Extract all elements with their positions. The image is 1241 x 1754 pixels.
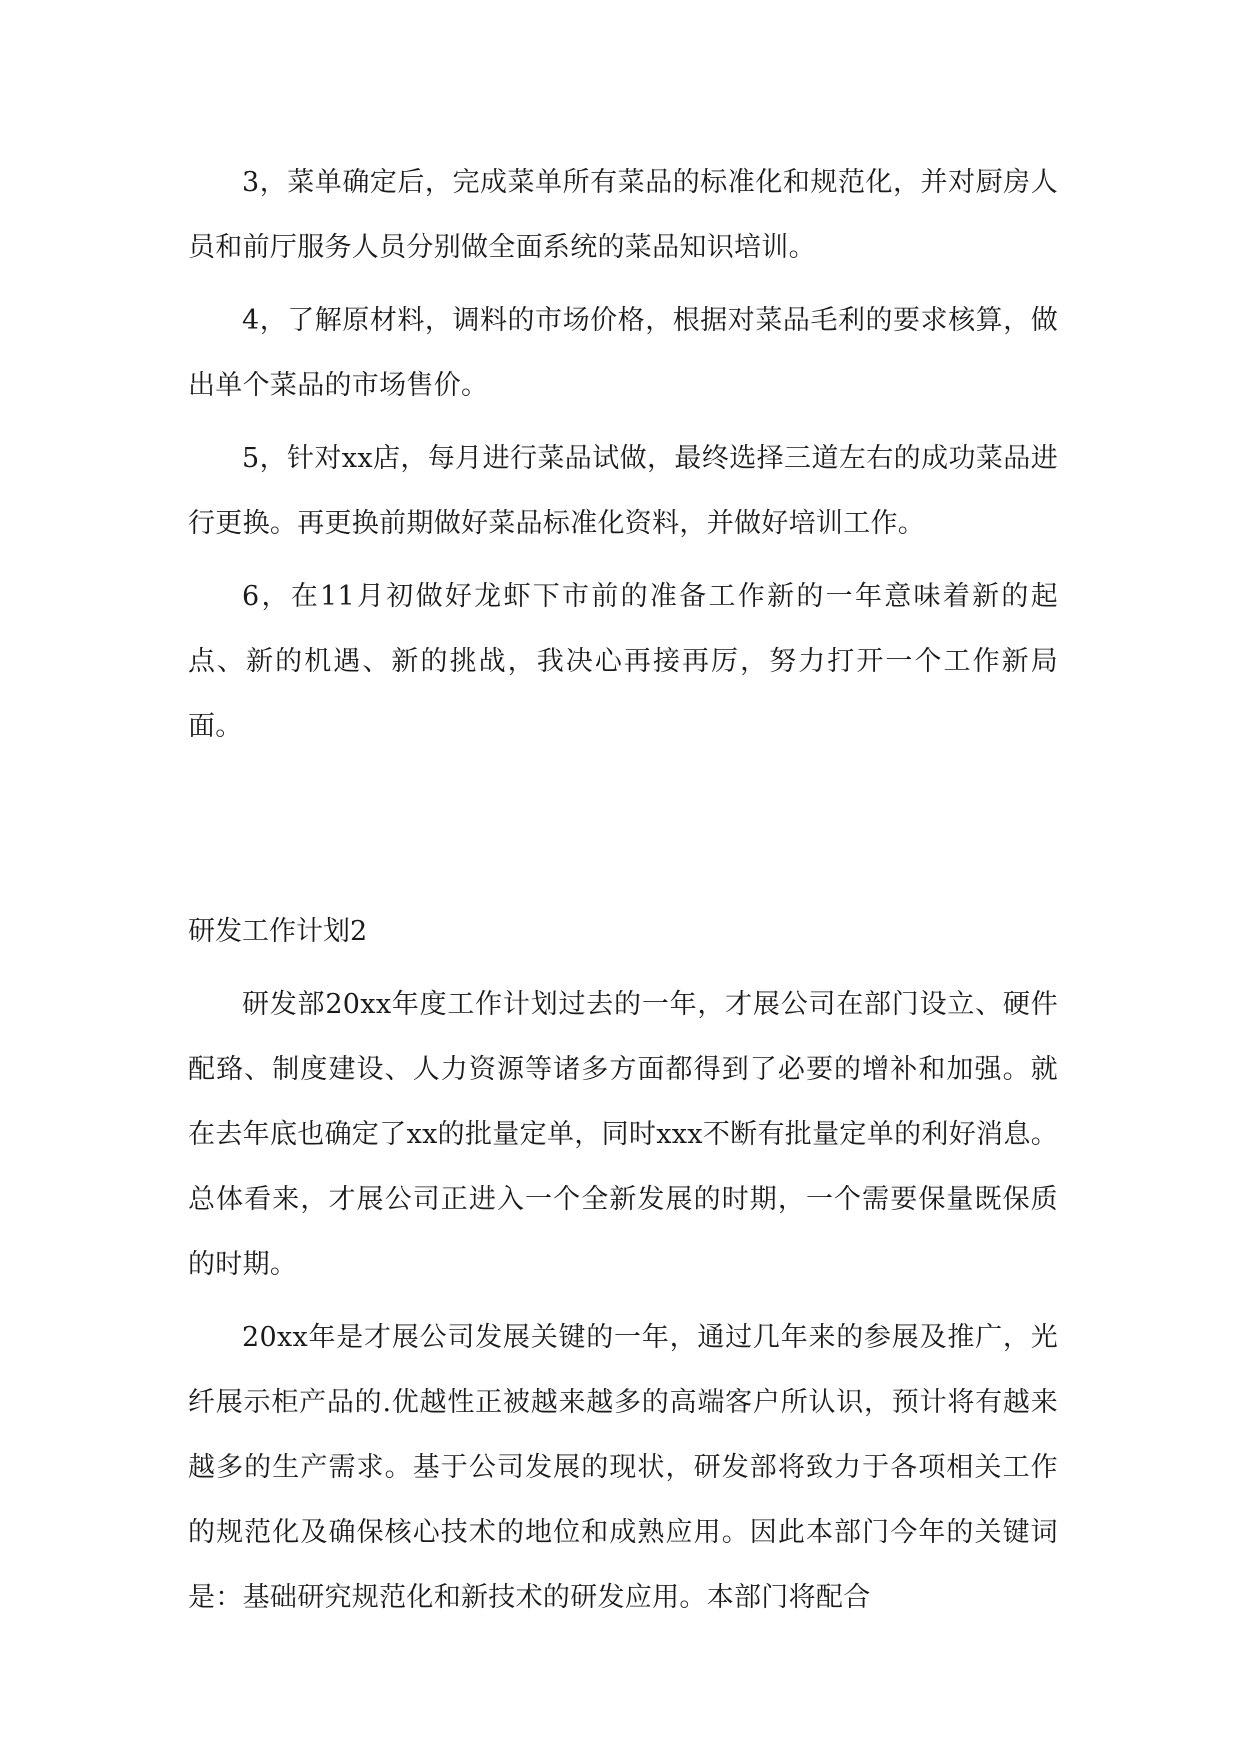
paragraph-item-3: 3，菜单确定后，完成菜单所有菜品的标准化和规范化，并对厨房人员和前厅服务人员分别做全面系统的菜品知识培训。 — [188, 167, 1058, 263]
paragraph-item-4: 4，了解原材料，调料的市场价格，根据对菜品毛利的要求核算，做出单个菜品的市场售价。 — [188, 305, 1058, 401]
paragraph-plan: 20xx年是才展公司发展关键的一年，通过几年来的参展及推广，光纤展示柜产品的.优越性正被越来越多的高端客户所认识，预计将有越来越多的生产需求。基于公司发展的现状，研发部将致力于各项相关工作的规范化及确保核心技术的地位和成熟应用。因此本部门今年的关键词是：基础研究规范化和新技术的研发应用。本部门将配合 — [188, 1322, 1058, 1613]
section-title: 研发工作计划2 — [188, 916, 368, 947]
document-body — [188, 150, 1058, 1638]
paragraph-item-6: 6，在11月初做好龙虾下市前的准备工作新的一年意味着新的起点、新的机遇、新的挑战，我决心再接再厉，努力打开一个工作新局面。 — [188, 581, 1058, 742]
paragraph-intro: 研发部20xx年度工作计划过去的一年，才展公司在部门设立、硬件配臵、制度建设、人力资源等诸多方面都得到了必要的增补和加强。就在去年底也确定了xx的批量定单，同时xxx不断有批量定单的利好消息。总体看来，才展公司正进入一个全新发展的时期，一个需要保量既保质的时期。 — [188, 989, 1058, 1280]
section-spacer — [188, 767, 1058, 899]
paragraph-item-5: 5，针对xx店，每月进行菜品试做，最终选择三道左右的成功菜品进行更换。再更换前期做好菜品标准化资料，并做好培训工作。 — [188, 443, 1058, 539]
